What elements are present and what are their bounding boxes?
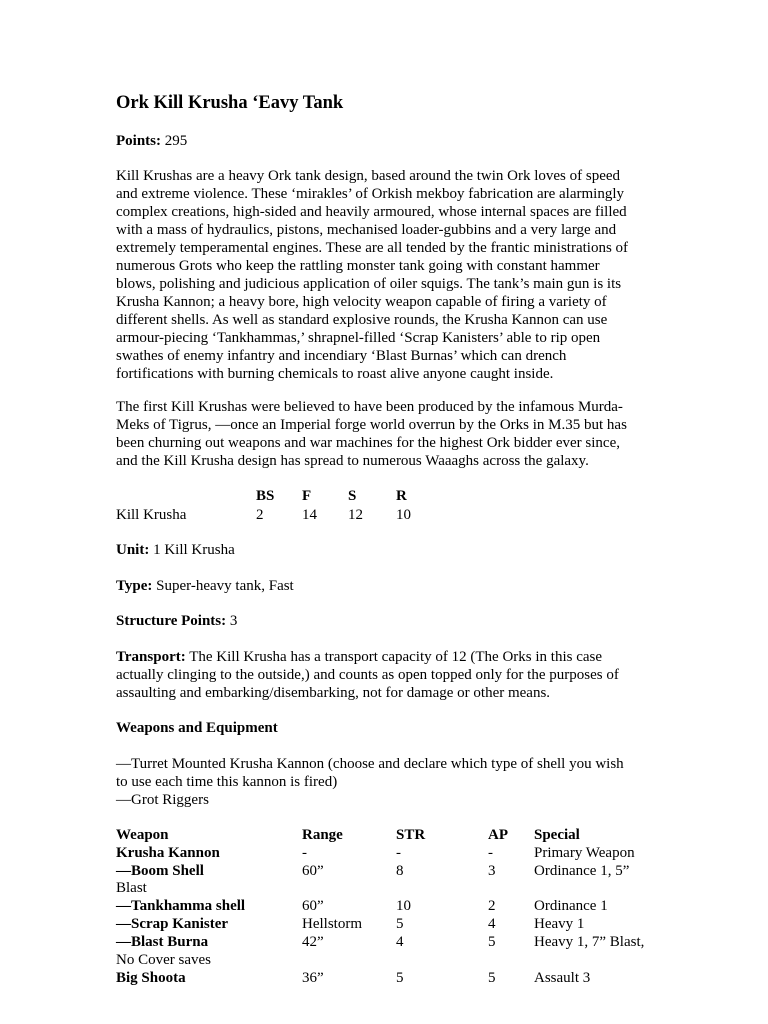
text-line: The first Kill Krushas were believed to have been produced by the infamous Murda-: [116, 399, 623, 415]
weapon-name: —Tankhamma shell: [116, 898, 246, 914]
text-line: different shells. As well as standard explosive rounds, the Krusha Kannon can use: [116, 312, 608, 328]
weapon-special: Heavy 1, 7” Blast,: [534, 934, 645, 950]
weapon-special: Assault 3: [534, 970, 591, 986]
text-line: and the Kill Krusha design has spread to numerous Waaaghs across the galaxy.: [116, 453, 589, 469]
weapon-ap: 3: [488, 863, 496, 879]
weapon-name: —Boom Shell: [116, 863, 204, 879]
transport-paragraph: [116, 648, 619, 702]
text-line: Krusha Kannon; a heavy bore, high velocity weapon capable of firing a variety of: [116, 294, 607, 310]
intro-paragraph: [116, 167, 628, 383]
weapon-range: -: [302, 845, 307, 861]
stat-header-bs: BS: [256, 488, 275, 504]
weapon-range: 36”: [302, 970, 324, 986]
weapon-name: —Blast Burna: [116, 934, 209, 950]
structure-label: Structure Points:: [116, 613, 227, 629]
weapon-special-wrap: Blast: [116, 880, 147, 896]
weapon-name: Big Shoota: [116, 970, 186, 986]
weapon-ap: 5: [488, 934, 496, 950]
weapon-ap: -: [488, 845, 493, 861]
text-line: [116, 648, 619, 666]
stat-header-s: S: [348, 488, 357, 504]
text-line: assaulting and embarking/disembarking, not for damage or other means.: [116, 685, 551, 701]
text-line: been churning out weapons and war machines for the highest Ork bidder ever since,: [116, 435, 621, 451]
stat-value-s: 12: [348, 507, 363, 523]
text-line: numerous Grots who keep the rattling monster tank going with constant hammer: [116, 258, 600, 274]
weapon-range: 60”: [302, 898, 324, 914]
weapon-str: 4: [396, 934, 404, 950]
unit-label: Unit:: [116, 542, 150, 558]
weapon-special: Heavy 1: [534, 916, 585, 932]
points-label: Points:: [116, 133, 161, 149]
text-line: Kill Krushas are a heavy Ork tank design, based around the twin Ork loves of speed: [116, 168, 621, 184]
text-line: fortifications with burning chemicals to roast alive anyone caught inside.: [116, 366, 554, 382]
weapon-ap: 4: [488, 916, 496, 932]
weapon-str: 5: [396, 916, 404, 932]
weapon-str: 5: [396, 970, 404, 986]
weapon-header-str: STR: [396, 827, 426, 843]
page-title: Ork Kill Krusha ‘Eavy Tank: [116, 93, 344, 113]
stats-table: [116, 487, 436, 527]
text-line: complex creations, high-sided and heavily armoured, whose internal spaces are filled: [116, 204, 627, 220]
text-line: armour-piecing ‘Tankhammas,’ shrapnel-filled ‘Scrap Kanisters’ able to rip open: [116, 330, 601, 346]
weapon-range: Hellstorm: [302, 916, 362, 932]
text-line: extremely temperamental engines. These are all tended by the frantic ministrations of: [116, 240, 629, 256]
text-line: to use each time this kannon is fired): [116, 774, 338, 790]
text-line: with a mass of hydraulics, pistons, mechanised loader-gubbins and a very large and: [116, 222, 617, 238]
weapon-header-range: Range: [302, 827, 343, 843]
weapon-str: -: [396, 845, 401, 861]
weapon-special: Ordinance 1, 5”: [534, 863, 630, 879]
weapons-table: [116, 826, 656, 1006]
stat-value-f: 14: [302, 507, 317, 523]
unit-line: [116, 541, 235, 559]
weapons-heading: Weapons and Equipment: [116, 720, 278, 736]
weapon-range: 42”: [302, 934, 324, 950]
text-line: —Turret Mounted Krusha Kannon (choose and declare which type of shell you wish: [116, 756, 624, 772]
stat-header-r: R: [396, 488, 407, 504]
text-line: and extreme violence. These ‘mirakles’ of Orkish mekboy fabrication are alarmingly: [116, 186, 625, 202]
points-value: 295: [164, 133, 188, 149]
weapon-str: 8: [396, 863, 404, 879]
weapon-header-special: Special: [534, 827, 580, 843]
unit-value: 1 Kill Krusha: [153, 542, 235, 558]
weapon-ap: 2: [488, 898, 496, 914]
weapon-name: —Scrap Kanister: [116, 916, 229, 932]
weapon-ap: 5: [488, 970, 496, 986]
stat-header-f: F: [302, 488, 312, 504]
type-line: [116, 577, 294, 595]
equipment-list: [116, 755, 624, 809]
type-label: Type:: [116, 578, 153, 594]
weapon-range: 60”: [302, 863, 324, 879]
weapon-header-name: Weapon: [116, 827, 169, 843]
text-line: actually clinging to the outside,) and counts as open topped only for the purposes of: [116, 667, 619, 683]
text-line: Meks of Tigrus, —once an Imperial forge world overrun by the Orks in M.35 but has: [116, 417, 627, 433]
weapon-special: Primary Weapon: [534, 845, 635, 861]
stat-row-name: Kill Krusha: [116, 507, 187, 523]
transport-text: The Kill Krusha has a transport capacity of 12 (The Orks in this case: [185, 649, 603, 665]
structure-value: 3: [229, 613, 238, 629]
history-paragraph: [116, 398, 627, 470]
weapon-special-wrap: No Cover saves: [116, 952, 211, 968]
structure-line: [116, 612, 237, 630]
weapon-str: 10: [396, 898, 411, 914]
weapon-header-ap: AP: [488, 827, 508, 843]
text-line: swathes of enemy infantry and incendiary ‘Blast Burnas’ which can drench: [116, 348, 567, 364]
type-value: Super-heavy tank, Fast: [156, 578, 294, 594]
text-line: —Grot Riggers: [116, 792, 209, 808]
weapon-name: Krusha Kannon: [116, 845, 220, 861]
stat-value-r: 10: [396, 507, 411, 523]
text-line: blows, polishing and judicious application of oiler squigs. The tank’s main gun is its: [116, 276, 622, 292]
points-line: [116, 132, 187, 150]
transport-label: Transport:: [116, 649, 186, 665]
weapon-special: Ordinance 1: [534, 898, 608, 914]
stat-value-bs: 2: [256, 507, 264, 523]
